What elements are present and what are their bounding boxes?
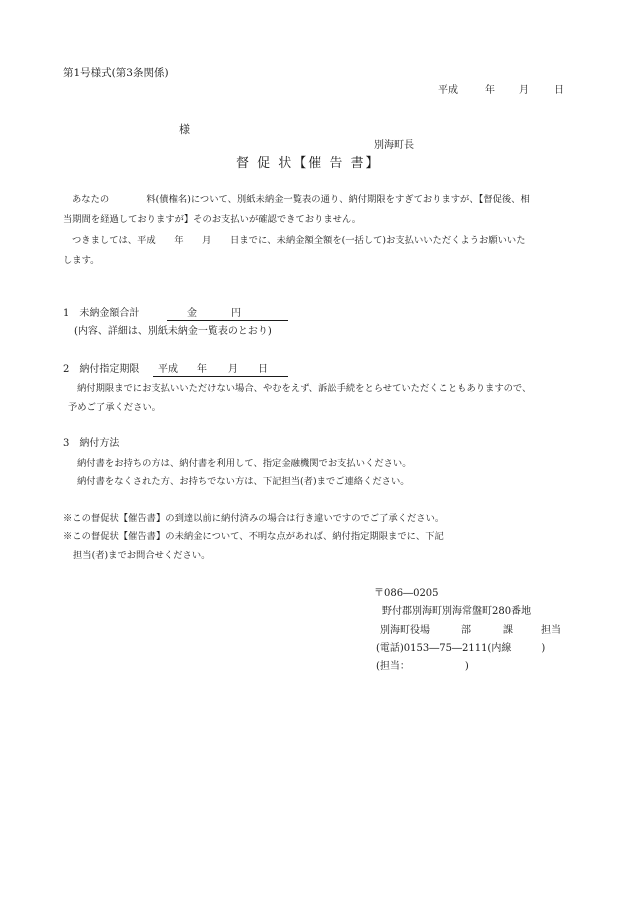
address: 野付郡別海町別海常盤町280番地 — [382, 606, 532, 617]
intro-line: 当期間を経過しておりますが】そのお支払いが確認できておりません。 — [63, 214, 362, 225]
section-body: 納付書をなくされた方、お持ちでない方は、下記担当(者)までご連絡ください。 — [77, 476, 410, 487]
intro-line: します。 — [63, 255, 100, 266]
date-month-label: 月 — [519, 85, 529, 96]
section-label: 課 — [503, 625, 513, 636]
section-note: (内容、詳細は、別紙未納金一覧表のとおり) — [74, 326, 272, 337]
dept-label: 部 — [461, 625, 471, 636]
page-title: 督 促 状【催 告 書】 — [236, 156, 381, 171]
sender: 別海町長 — [374, 140, 414, 151]
deadline-day-label: 日 — [258, 364, 268, 375]
footnote: ※この督促状【催告書】の未納金について、不明な点があれば、納付指定期限までに、下記 — [63, 531, 444, 542]
person-in-charge: (担当： ) — [376, 661, 469, 672]
office-name: 別海町役場 — [380, 625, 430, 636]
section-heading: 3 納付方法 — [63, 438, 120, 449]
date-year-label: 年 — [485, 85, 495, 96]
deadline-month-label: 月 — [228, 364, 238, 375]
date-day-label: 日 — [554, 85, 564, 96]
addressee-suffix: 様 — [179, 123, 190, 136]
staff-label: 担当 — [541, 625, 561, 636]
deadline-era: 平成 — [158, 364, 178, 375]
amount-field — [167, 307, 288, 321]
deadline-field — [153, 363, 288, 377]
intro-line: あなたの 料(債権名)について、別紙未納金一覧表の通り、納付期限をすぎておりますが、【督促後、相 — [72, 194, 530, 205]
footnote: ※この督促状【催告書】の到達以前に納付済みの場合は行き違いですのでご了承ください。 — [63, 513, 445, 524]
date-era: 平成 — [438, 85, 458, 96]
form-label: 第1号様式(第3条関係) — [63, 67, 169, 79]
section-body: 納付書をお持ちの方は、納付書を利用して、指定金融機関でお支払いください。 — [77, 458, 412, 469]
section-heading: 2 納付指定期限 — [63, 364, 140, 375]
section-heading: 1 未納金額合計 — [63, 308, 140, 319]
section-body: 予めご了承ください。 — [68, 402, 161, 413]
phone: (電話)0153―75―2111(内線 ) — [376, 643, 546, 654]
postal-code: 〒086―0205 — [374, 588, 439, 599]
intro-line: つきましては、平成 年 月 日までに、未納金額全額を(一括して)お支払いいただくようお願いいた — [72, 235, 526, 246]
footnote-continuation: 担当(者)までお問合せください。 — [73, 550, 211, 561]
deadline-year-label: 年 — [197, 364, 207, 375]
section-body: 納付期限までにお支払いいただけない場合、やむをえず、訴訟手続をとらせていただくこともありますので、 — [77, 383, 532, 394]
amount-prefix: 金 — [187, 308, 197, 319]
amount-unit: 円 — [231, 308, 241, 319]
